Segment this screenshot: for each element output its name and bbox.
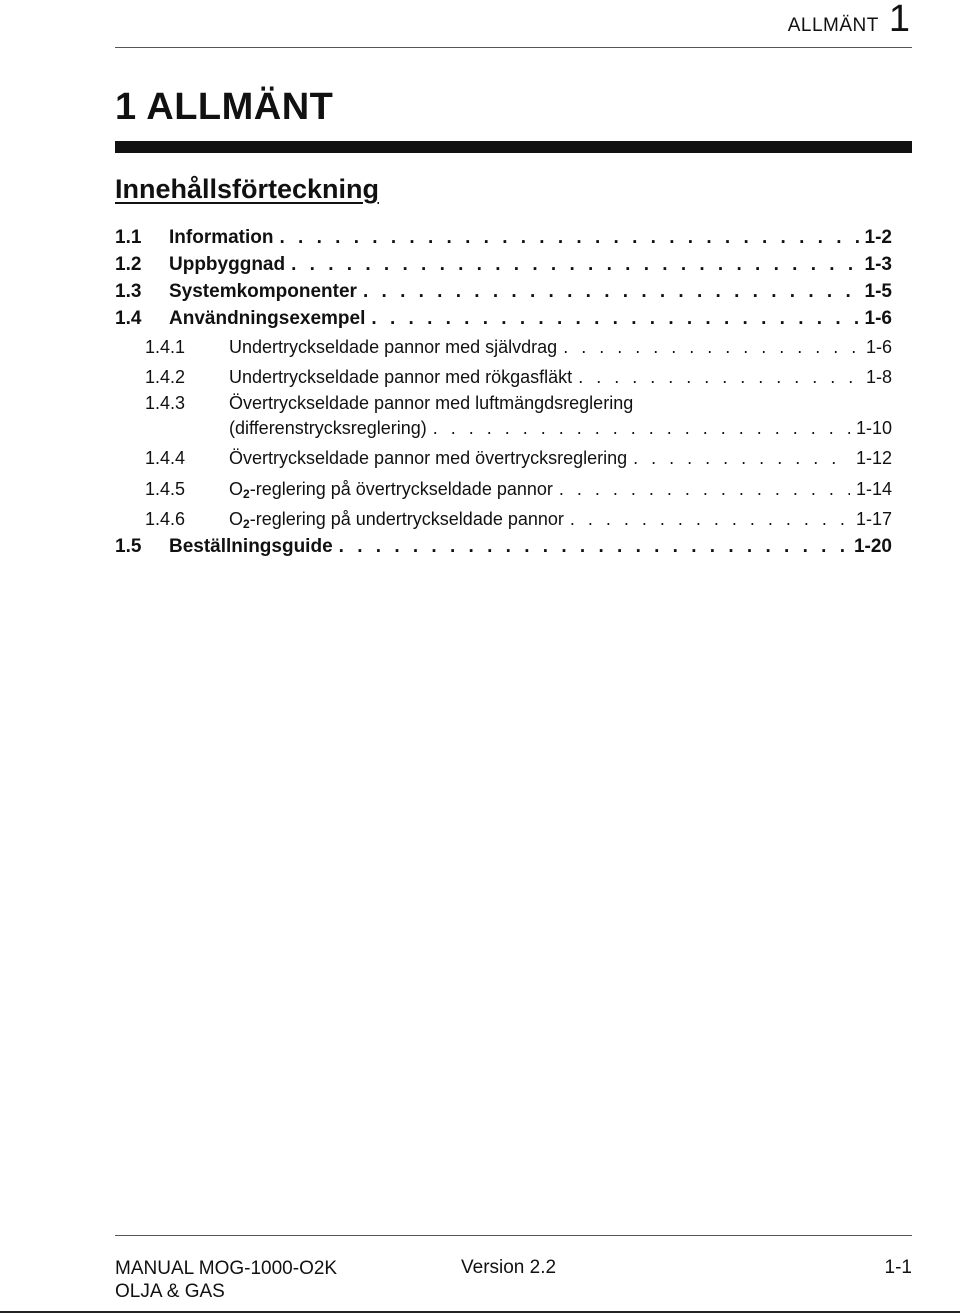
toc-entry-1-3[interactable]: [115, 281, 892, 303]
running-header-label: ALLMÄNT: [787, 15, 879, 36]
toc-entry-title: Undertryckseldade pannor med rökgasfläkt: [229, 367, 573, 387]
footer-manual-title: MANUAL MOG-1000-O2K: [115, 1258, 338, 1279]
toc-entry-number: 1.3: [115, 281, 142, 302]
toc-entry-number: 1.1: [115, 227, 142, 248]
toc-entry-1-1[interactable]: [115, 227, 892, 249]
toc-entry-number: 1.4.1: [145, 337, 186, 357]
footer-manual-info: [115, 1257, 337, 1303]
running-header-chapter-number: 1: [888, 0, 910, 40]
toc-entry-page: 1-14: [855, 479, 892, 499]
toc-entry-1-4-2[interactable]: [115, 367, 892, 388]
toc-entry-number: 1.4.3: [145, 393, 186, 413]
toc-entry-page: 1-10: [855, 418, 892, 438]
footer-version: Version 2.2: [461, 1257, 557, 1278]
toc-entry-1-4-3[interactable]: [115, 393, 892, 414]
toc-entry-1-4-4[interactable]: [115, 448, 892, 469]
dot-leader: [633, 448, 850, 469]
toc-entry-1-4-1[interactable]: [115, 337, 892, 358]
toc-entry-title: Beställningsguide: [169, 536, 333, 557]
toc-entry-page: 1-3: [864, 254, 892, 275]
dot-leader: [570, 509, 850, 530]
toc-entry-page: 1-12: [855, 448, 892, 468]
toc-entry-page: 1-2: [864, 227, 892, 248]
toc-entry-title: Systemkomponenter: [169, 281, 357, 302]
toc-entry-page: 1-17: [855, 509, 892, 529]
toc-entry-title-continued: (differenstrycksreglering): [229, 418, 427, 438]
dot-leader: [291, 254, 858, 276]
dot-leader: [578, 367, 860, 388]
toc-entry-title: Övertryckseldade pannor med luftmängdsreglering: [229, 393, 634, 413]
chapter-title: 1 ALLMÄNT: [115, 86, 334, 128]
toc-entry-page: 1-6: [865, 337, 892, 357]
footer-page-number: 1-1: [884, 1257, 912, 1278]
toc-entry-title: $O_2$-reglering på övertryckseldade pannor: [229, 479, 553, 501]
toc-entry-page: 1-8: [865, 367, 892, 387]
toc-entry-number: 1.4.6: [145, 509, 186, 529]
toc-entry-title: Information: [169, 227, 274, 248]
toc-entry-1-4-5[interactable]: [115, 479, 892, 501]
toc-entry-1-4-6[interactable]: [115, 509, 892, 531]
footer-divider: [115, 1235, 912, 1236]
toc-entry-page: 1-20: [853, 536, 892, 557]
dot-leader: [433, 418, 850, 439]
toc-entry-title: $O_2$-reglering på undertryckseldade pannor: [229, 509, 564, 531]
toc-entry-number: 1.2: [115, 254, 142, 275]
toc-entry-number: 1.4.5: [145, 479, 186, 499]
toc-entry-page: 1-5: [864, 281, 892, 302]
toc-entry-number: 1.4.4: [145, 448, 186, 468]
dot-leader: [371, 308, 858, 330]
page-bottom-edge: [0, 1311, 960, 1313]
toc-heading: Innehållsförteckning: [115, 174, 380, 204]
dot-leader: [563, 337, 860, 358]
dot-leader: [559, 479, 850, 500]
dot-leader: [280, 227, 859, 249]
toc-entry-1-2[interactable]: [115, 254, 892, 276]
dot-leader: [363, 281, 859, 303]
dot-leader: [339, 536, 848, 558]
toc-entry-number: 1.4.2: [145, 367, 186, 387]
toc-entry-1-4[interactable]: [115, 308, 892, 330]
toc-entry-title: Uppbyggnad: [169, 254, 286, 275]
toc-entry-title: Undertryckseldade pannor med självdrag: [229, 337, 558, 357]
table-of-contents: [115, 0, 892, 600]
toc-entry-number: 1.4: [115, 308, 142, 329]
toc-entry-title: Övertryckseldade pannor med övertrycksreglering: [229, 448, 628, 468]
toc-entry-number: 1.5: [115, 536, 142, 557]
toc-entry-page: 1-6: [864, 308, 892, 329]
toc-entry-title: Användningsexempel: [169, 308, 366, 329]
footer-manual-subtitle: OLJA & GAS: [115, 1281, 225, 1302]
toc-entry-1-5[interactable]: [115, 536, 892, 558]
toc-entry-1-4-3-continued[interactable]: [115, 418, 892, 439]
